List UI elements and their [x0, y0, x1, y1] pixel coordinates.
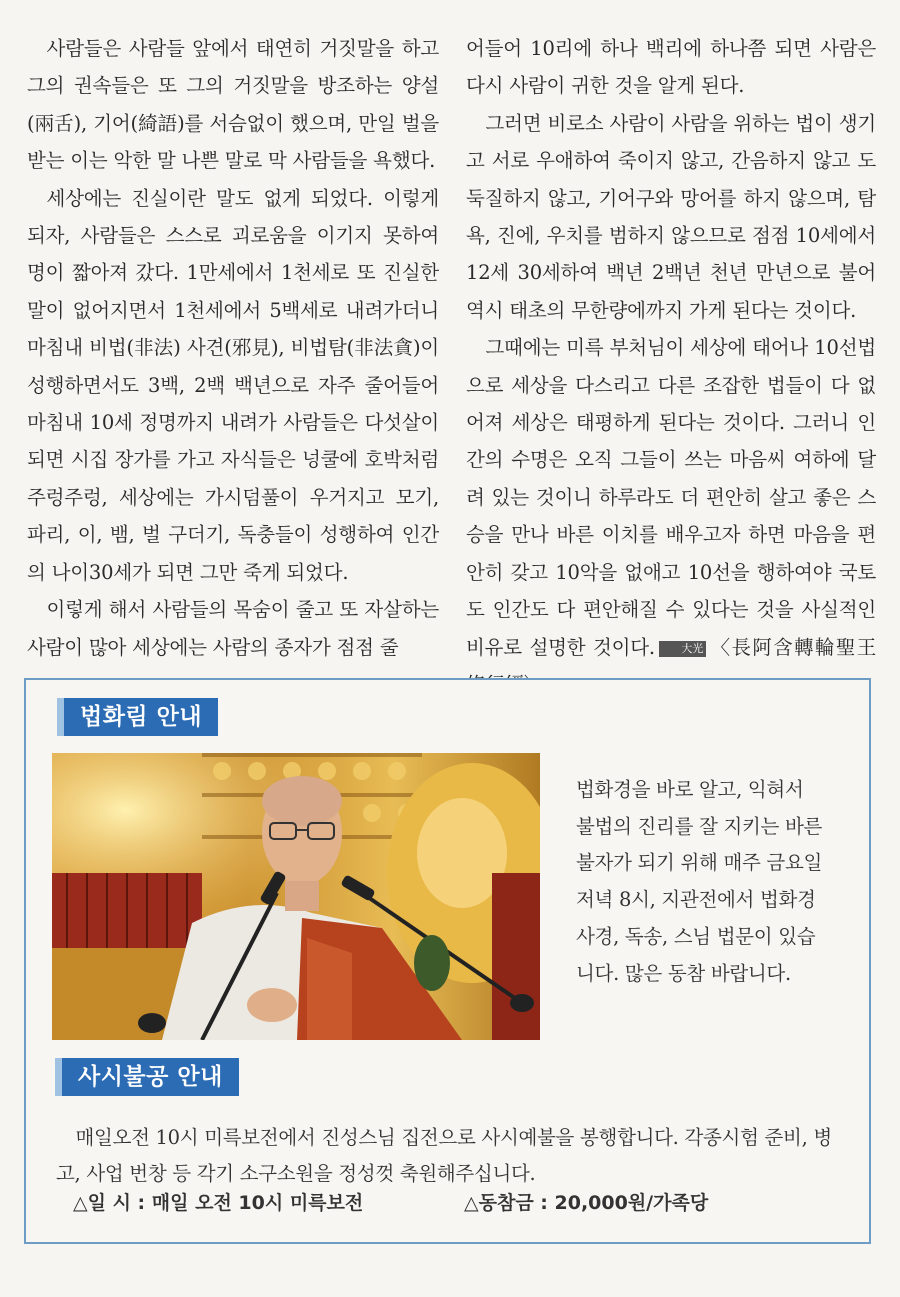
article-source: 〈長阿含轉輪聖王 — [709, 635, 877, 659]
beophwa-title-tag: 법화림 안내 — [64, 698, 218, 736]
daegwang-mark: 大光 — [659, 641, 706, 657]
sasi-fee: △동참금 : 20,000원/가족당 — [464, 1192, 709, 1214]
notice-box — [24, 678, 871, 1244]
monk-dharma-talk-photo — [52, 753, 540, 1040]
article-continuation: 어들어 10리에 하나 백리에 하나쯤 되면 사람은 다시 사람이 귀한 것을 알게 된다. — [466, 37, 876, 98]
article-right-column — [466, 30, 876, 703]
article-paragraph: 이렇게 해서 사람들의 목숨이 줄고 또 자살하는 사람이 많아 세상에는 사람의 종자가 점점 줄 — [27, 598, 439, 659]
beophwa-notice-text: 법화경을 바로 알고, 익혀서 불법의 진리를 잘 지키는 바른 불자가 되기 위해 매주 금요일 저녁 8시, 지관전에서 법화경 사경, 독송, 스님 법문이 있습니다. 많은 동참 바랍니다. — [576, 778, 823, 985]
article-left-column — [27, 30, 439, 666]
article-last-paragraph — [466, 329, 876, 703]
article-paragraph: 세상에는 진실이란 말도 없게 되었다. 이렇게 되자, 사람들은 스스로 괴로움을 이기지 못하여 명이 짧아져 갔다. 1만세에서 1천세로 또 진실한 말이 없어지면서 1천세에서 5백세로 내려가더니 마침내 비법(非法) 사견(邪見), 비법탐(非法貪)이 성행하면서도 3백, 2백 백년으로 자주 줄어들어 마침내 10세 정명까지 내려가 사람들은 다섯살이 되면 시집 장가를 가고 자식들은 넝쿨에 호박처럼 주렁주렁, 세상에는 가시덤풀이 우거지고 모기, 파리, 이, 뱀, 벌 구더기, 독충들이 성행하여 인간의 나이30세가 되면 그만 죽게 되었다. — [27, 186, 439, 584]
article-paragraph: 그러면 비로소 사람이 사람을 위하는 법이 생기고 서로 우애하여 죽이지 않고, 간음하지 않고 도둑질하지 않고, 기어구와 망어를 하지 않으며, 탐욕, 진에, 우치를 범하지 않으므로 점점 10세에서 12세 30세하여 백년 2백년 천년 만년으로 불어 역시 태초의 무한량에까지 가게 된다는 것이다. — [466, 111, 876, 322]
sasi-notice — [56, 1120, 846, 1192]
sasi-notice-text: 매일오전 10시 미륵보전에서 진성스님 집전으로 사시예불을 봉행합니다. 각종시험 준비, 병고, 사업 번창 등 각기 소구소원을 정성껏 축원해주십니다. — [56, 1126, 832, 1185]
sasi-time: △일 시 : 매일 오전 10시 미륵보전 — [73, 1192, 364, 1214]
article-paragraph: 사람들은 사람들 앞에서 태연히 거짓말을 하고 그의 권속들은 또 그의 거짓말을 방조하는 양설(兩舌), 기어(綺語)를 서슴없이 했으며, 만일 벌을 받는 이는 악한 말 나쁜 말로 막 사람들을 욕했다. — [27, 37, 439, 173]
article-last-text: 그때에는 미륵 부처님이 세상에 태어나 10선법으로 세상을 다스리고 다른 조잡한 법들이 다 없어져 세상은 태평하게 된다는 것이다. 그러니 인간의 수명은 오직 그들이 쓰는 마음씨 여하에 달려 있는 것이니 하루라도 더 편안히 살고 좋은 스승을 만나 바른 이치를 배우고자 하면 마음을 편안히 갖고 10악을 없애고 10선을 행하여야 국토도 인간도 다 편안해질 수 있다는 것을 사실적인 비유로 설명한 것이다. — [466, 336, 876, 659]
sasi-title-tag: 사시불공 안내 — [62, 1058, 239, 1096]
